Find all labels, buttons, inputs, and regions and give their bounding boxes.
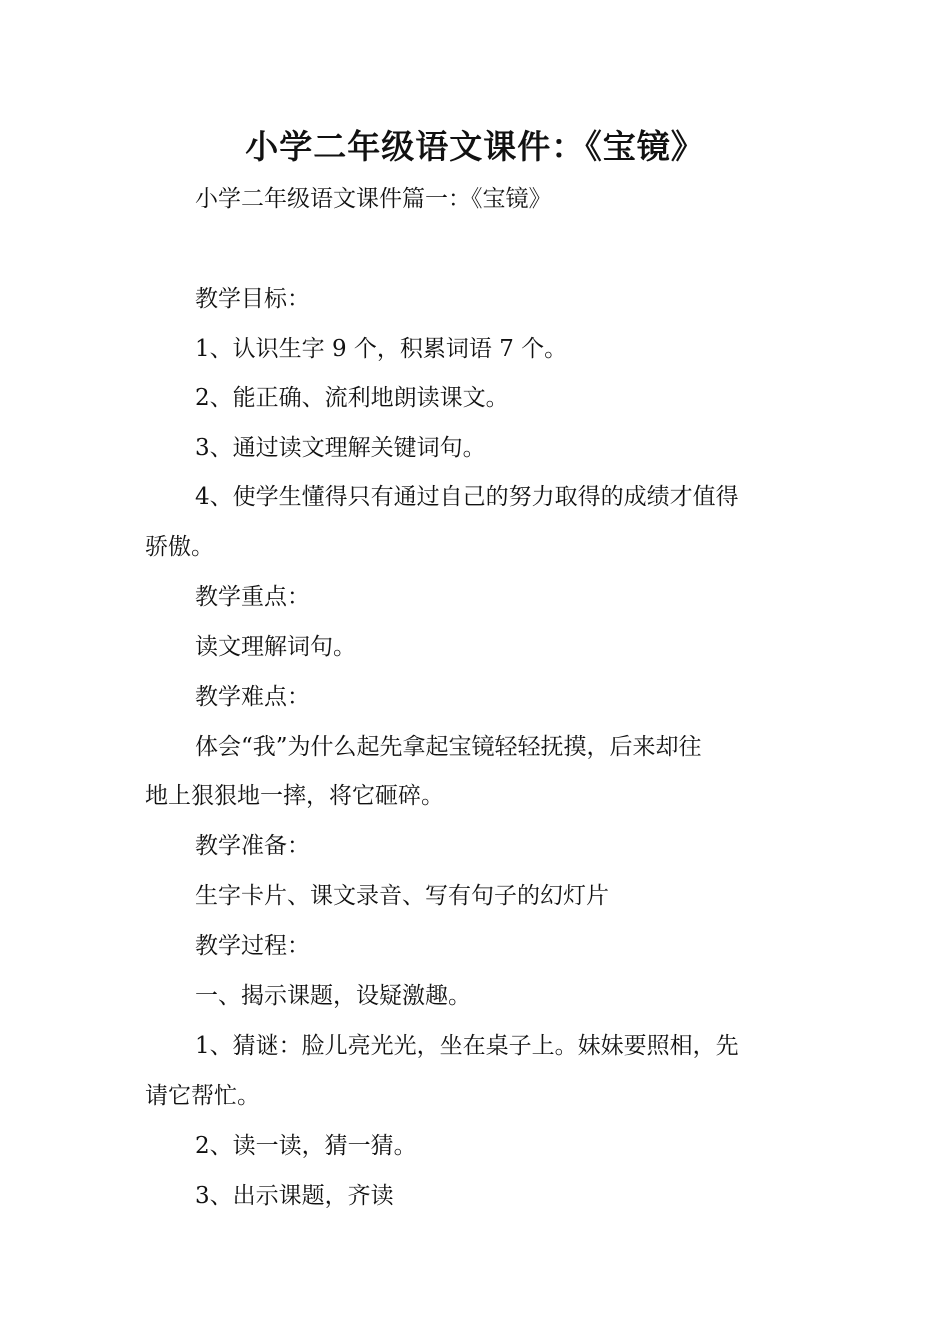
- process-item-1-continued: 请它帮忙。: [145, 1083, 260, 1109]
- goal-item-1: 1、认识生字 9 个，积累词语 7 个。: [195, 336, 568, 362]
- process-step-heading: 一、揭示课题，设疑激趣。: [195, 983, 471, 1009]
- section-heading: 小学二年级语文课件篇一：《宝镜》: [195, 186, 552, 212]
- key-points-text: 读文理解词句。: [195, 634, 356, 660]
- goal-item-4-continued: 骄傲。: [145, 534, 214, 560]
- goals-heading: 教学目标：: [195, 286, 310, 312]
- key-points-heading: 教学重点：: [195, 584, 310, 610]
- process-item-1: 1、猜谜：脸儿亮光光，坐在桌子上。妹妹要照相，先: [195, 1033, 739, 1059]
- document-title: 小学二年级语文课件：《宝镜》: [245, 127, 705, 166]
- process-heading: 教学过程：: [195, 933, 310, 959]
- process-item-2: 2、读一读，猜一猜。: [195, 1133, 417, 1159]
- goal-item-4: 4、使学生懂得只有通过自己的努力取得的成绩才值得: [195, 484, 739, 510]
- difficulties-text: 体会“我”为什么起先拿起宝镜轻轻抚摸，后来却往: [195, 734, 702, 760]
- goal-item-3: 3、通过读文理解关键词句。: [195, 435, 486, 461]
- goal-item-2: 2、能正确、流利地朗读课文。: [195, 385, 509, 411]
- process-item-3: 3、出示课题，齐读: [195, 1183, 394, 1209]
- difficulties-text-continued: 地上狠狠地一摔，将它砸碎。: [145, 783, 444, 809]
- preparation-heading: 教学准备：: [195, 833, 310, 859]
- difficulties-heading: 教学难点：: [195, 684, 310, 710]
- preparation-text: 生字卡片、课文录音、写有句子的幻灯片: [195, 883, 609, 909]
